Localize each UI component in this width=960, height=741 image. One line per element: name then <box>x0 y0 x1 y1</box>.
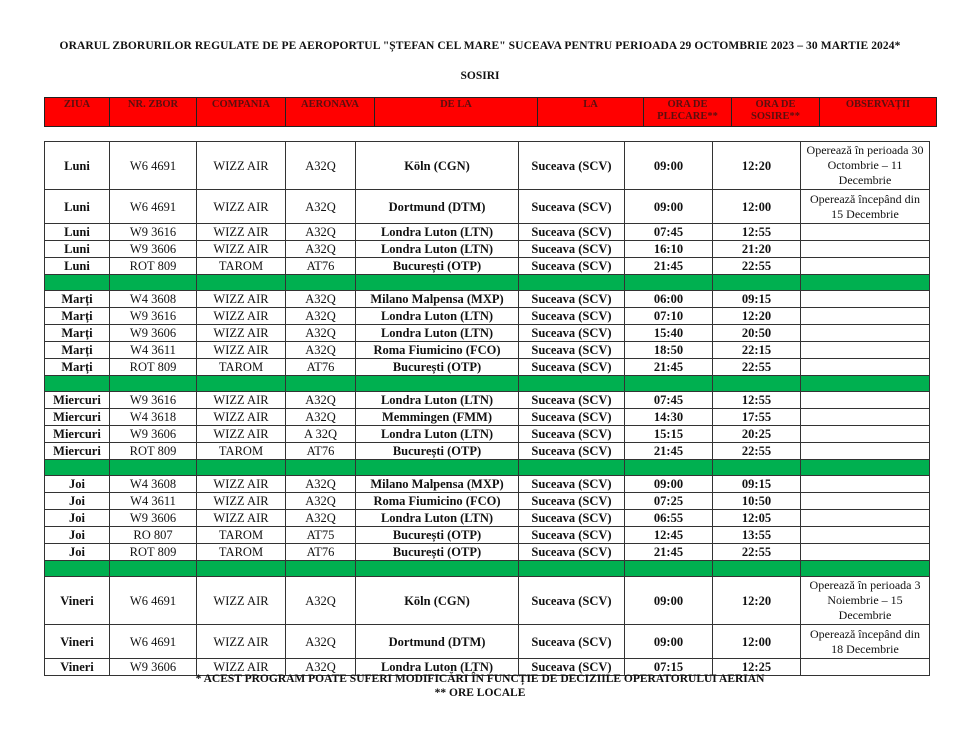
arrival-time-cell: 20:50 <box>713 325 801 342</box>
day-cell: Miercuri <box>45 409 110 426</box>
arrival-time-cell: 12:25 <box>713 659 801 676</box>
origin-cell: Roma Fiumicino (FCO) <box>356 342 519 359</box>
observations-cell <box>801 224 930 241</box>
destination-cell: Suceava (SCV) <box>519 443 625 460</box>
company-cell: WIZZ AIR <box>197 476 286 493</box>
destination-cell: Suceava (SCV) <box>519 426 625 443</box>
day-cell: Joi <box>45 493 110 510</box>
departure-time-cell: 09:00 <box>625 625 713 659</box>
separator-cell <box>625 561 713 577</box>
departure-time-cell: 09:00 <box>625 190 713 224</box>
flight-row <box>45 392 930 409</box>
day-cell: Miercuri <box>45 426 110 443</box>
destination-cell: Suceava (SCV) <box>519 544 625 561</box>
aircraft-cell: A32Q <box>286 510 356 527</box>
flight-number-cell: W4 3608 <box>110 476 197 493</box>
flight-number-cell: W6 4691 <box>110 577 197 625</box>
arrival-time-cell: 12:20 <box>713 142 801 190</box>
column-header-origin: DE LA <box>375 98 538 127</box>
origin-cell: București (OTP) <box>356 258 519 275</box>
company-cell: WIZZ AIR <box>197 510 286 527</box>
company-cell: WIZZ AIR <box>197 577 286 625</box>
separator-cell <box>801 561 930 577</box>
separator-cell <box>713 460 801 476</box>
company-cell: WIZZ AIR <box>197 409 286 426</box>
arrival-time-cell: 22:55 <box>713 258 801 275</box>
destination-cell: Suceava (SCV) <box>519 659 625 676</box>
origin-cell: Londra Luton (LTN) <box>356 241 519 258</box>
day-cell: Miercuri <box>45 392 110 409</box>
destination-cell: Suceava (SCV) <box>519 224 625 241</box>
day-cell: Vineri <box>45 625 110 659</box>
aircraft-cell: A32Q <box>286 142 356 190</box>
origin-cell: Londra Luton (LTN) <box>356 392 519 409</box>
destination-cell: Suceava (SCV) <box>519 510 625 527</box>
flight-number-cell: W9 3606 <box>110 426 197 443</box>
arrival-time-cell: 09:15 <box>713 291 801 308</box>
origin-cell: Londra Luton (LTN) <box>356 659 519 676</box>
day-cell: Luni <box>45 190 110 224</box>
separator-cell <box>286 275 356 291</box>
day-cell: Vineri <box>45 659 110 676</box>
flight-row <box>45 258 930 275</box>
origin-cell: Memmingen (FMM) <box>356 409 519 426</box>
aircraft-cell: A32Q <box>286 577 356 625</box>
destination-cell: Suceava (SCV) <box>519 493 625 510</box>
destination-cell: Suceava (SCV) <box>519 476 625 493</box>
observations-cell <box>801 426 930 443</box>
footer-note-local-time: ** ORE LOCALE <box>434 687 526 699</box>
flight-row <box>45 426 930 443</box>
destination-cell: Suceava (SCV) <box>519 291 625 308</box>
day-separator <box>45 376 930 392</box>
flight-row <box>45 308 930 325</box>
company-cell: WIZZ AIR <box>197 325 286 342</box>
arrival-time-cell: 22:15 <box>713 342 801 359</box>
separator-cell <box>625 275 713 291</box>
aircraft-cell: A32Q <box>286 308 356 325</box>
aircraft-cell: A32Q <box>286 190 356 224</box>
column-header-day: ZIUA <box>45 98 110 127</box>
separator-cell <box>197 275 286 291</box>
day-separator <box>45 460 930 476</box>
document-title: ORARUL ZBORURILOR REGULATE DE PE AEROPORTUL "ȘTEFAN CEL MARE" SUCEAVA PENTRU PERIOADA 29 OCTOMBRIE 2023 – 30 MARTIE 2024* <box>59 40 901 52</box>
aircraft-cell: AT76 <box>286 258 356 275</box>
origin-cell: București (OTP) <box>356 443 519 460</box>
aircraft-cell: A32Q <box>286 325 356 342</box>
day-cell: Joi <box>45 544 110 561</box>
departure-time-cell: 07:15 <box>625 659 713 676</box>
observations-cell <box>801 527 930 544</box>
departure-time-cell: 07:45 <box>625 224 713 241</box>
arrival-time-cell: 12:00 <box>713 625 801 659</box>
separator-cell <box>110 460 197 476</box>
flight-row <box>45 527 930 544</box>
aircraft-cell: A32Q <box>286 409 356 426</box>
destination-cell: Suceava (SCV) <box>519 577 625 625</box>
origin-cell: Londra Luton (LTN) <box>356 426 519 443</box>
separator-cell <box>197 376 286 392</box>
flight-number-cell: W6 4691 <box>110 142 197 190</box>
origin-cell: Londra Luton (LTN) <box>356 325 519 342</box>
observations-cell <box>801 308 930 325</box>
arrival-time-cell: 12:55 <box>713 392 801 409</box>
observations-cell <box>801 291 930 308</box>
destination-cell: Suceava (SCV) <box>519 625 625 659</box>
separator-cell <box>801 376 930 392</box>
destination-cell: Suceava (SCV) <box>519 527 625 544</box>
observations-cell <box>801 493 930 510</box>
departure-time-cell: 07:45 <box>625 392 713 409</box>
departure-time-cell: 09:00 <box>625 577 713 625</box>
departure-time-cell: 14:30 <box>625 409 713 426</box>
company-cell: WIZZ AIR <box>197 241 286 258</box>
observations-cell <box>801 392 930 409</box>
flight-number-cell: W4 3608 <box>110 291 197 308</box>
flight-number-cell: W9 3616 <box>110 308 197 325</box>
origin-cell: Londra Luton (LTN) <box>356 510 519 527</box>
separator-cell <box>519 275 625 291</box>
company-cell: WIZZ AIR <box>197 142 286 190</box>
departure-time-cell: 09:00 <box>625 142 713 190</box>
flight-row <box>45 325 930 342</box>
company-cell: WIZZ AIR <box>197 392 286 409</box>
aircraft-cell: A32Q <box>286 625 356 659</box>
destination-cell: Suceava (SCV) <box>519 258 625 275</box>
departure-time-cell: 06:00 <box>625 291 713 308</box>
column-header-destination: LA <box>538 98 644 127</box>
aircraft-cell: A32Q <box>286 224 356 241</box>
company-cell: TAROM <box>197 544 286 561</box>
company-cell: WIZZ AIR <box>197 426 286 443</box>
destination-cell: Suceava (SCV) <box>519 392 625 409</box>
observations-cell <box>801 359 930 376</box>
separator-cell <box>45 561 110 577</box>
flight-number-cell: W6 4691 <box>110 190 197 224</box>
flight-row <box>45 625 930 659</box>
flight-number-cell: W9 3606 <box>110 659 197 676</box>
day-separator <box>45 561 930 577</box>
observations-cell: Operează începând din 18 Decembrie <box>801 625 930 659</box>
day-cell: Joi <box>45 476 110 493</box>
flight-number-cell: W4 3618 <box>110 409 197 426</box>
origin-cell: Köln (CGN) <box>356 577 519 625</box>
flight-row <box>45 409 930 426</box>
company-cell: WIZZ AIR <box>197 625 286 659</box>
company-cell: TAROM <box>197 443 286 460</box>
destination-cell: Suceava (SCV) <box>519 359 625 376</box>
company-cell: TAROM <box>197 258 286 275</box>
separator-cell <box>45 376 110 392</box>
separator-cell <box>286 376 356 392</box>
flight-number-cell: W9 3606 <box>110 241 197 258</box>
flight-number-cell: RO 807 <box>110 527 197 544</box>
separator-cell <box>197 460 286 476</box>
flight-row <box>45 577 930 625</box>
separator-cell <box>110 561 197 577</box>
aircraft-cell: AT76 <box>286 359 356 376</box>
separator-cell <box>45 275 110 291</box>
flight-row <box>45 493 930 510</box>
origin-cell: Roma Fiumicino (FCO) <box>356 493 519 510</box>
aircraft-cell: A32Q <box>286 392 356 409</box>
arrival-time-cell: 17:55 <box>713 409 801 426</box>
destination-cell: Suceava (SCV) <box>519 342 625 359</box>
departure-time-cell: 21:45 <box>625 359 713 376</box>
departure-time-cell: 07:10 <box>625 308 713 325</box>
arrival-time-cell: 09:15 <box>713 476 801 493</box>
day-cell: Joi <box>45 527 110 544</box>
column-header-departure-time: ORA DE PLECARE** <box>644 98 732 127</box>
arrival-time-cell: 22:55 <box>713 544 801 561</box>
separator-cell <box>356 561 519 577</box>
flight-row <box>45 443 930 460</box>
origin-cell: Milano Malpensa (MXP) <box>356 291 519 308</box>
observations-cell <box>801 510 930 527</box>
observations-cell <box>801 342 930 359</box>
flight-row <box>45 342 930 359</box>
departure-time-cell: 21:45 <box>625 443 713 460</box>
observations-cell: Operează în perioada 30 Octombrie – 11 Decembrie <box>801 142 930 190</box>
separator-cell <box>713 376 801 392</box>
separator-cell <box>356 275 519 291</box>
day-cell: Marți <box>45 291 110 308</box>
aircraft-cell: A32Q <box>286 241 356 258</box>
separator-cell <box>356 376 519 392</box>
company-cell: TAROM <box>197 359 286 376</box>
departure-time-cell: 21:45 <box>625 544 713 561</box>
observations-cell <box>801 241 930 258</box>
destination-cell: Suceava (SCV) <box>519 142 625 190</box>
observations-cell <box>801 443 930 460</box>
company-cell: WIZZ AIR <box>197 659 286 676</box>
departure-time-cell: 21:45 <box>625 258 713 275</box>
origin-cell: București (OTP) <box>356 359 519 376</box>
aircraft-cell: A32Q <box>286 342 356 359</box>
arrival-time-cell: 12:05 <box>713 510 801 527</box>
arrival-time-cell: 20:25 <box>713 426 801 443</box>
separator-cell <box>801 460 930 476</box>
footer-note: * ACEST PROGRAM POATE SUFERI MODIFICĂRI ÎN FUNCȚIE DE DECIZIILE OPERATORULUI AERIAN <box>195 673 765 685</box>
company-cell: TAROM <box>197 527 286 544</box>
aircraft-cell: AT75 <box>286 527 356 544</box>
departure-time-cell: 16:10 <box>625 241 713 258</box>
flight-row <box>45 359 930 376</box>
separator-cell <box>713 275 801 291</box>
schedule-table <box>44 141 930 676</box>
flight-row <box>45 224 930 241</box>
flight-row <box>45 544 930 561</box>
day-separator <box>45 275 930 291</box>
destination-cell: Suceava (SCV) <box>519 308 625 325</box>
flight-row <box>45 291 930 308</box>
arrival-time-cell: 10:50 <box>713 493 801 510</box>
flight-number-cell: W9 3616 <box>110 224 197 241</box>
column-header-arrival-time: ORA DE SOSIRE** <box>732 98 820 127</box>
flight-number-cell: W9 3606 <box>110 325 197 342</box>
origin-cell: Dortmund (DTM) <box>356 625 519 659</box>
destination-cell: Suceava (SCV) <box>519 325 625 342</box>
section-title-arrivals: SOSIRI <box>460 70 500 82</box>
observations-cell <box>801 476 930 493</box>
flight-number-cell: W9 3606 <box>110 510 197 527</box>
separator-cell <box>519 460 625 476</box>
origin-cell: București (OTP) <box>356 544 519 561</box>
day-cell: Marți <box>45 308 110 325</box>
company-cell: WIZZ AIR <box>197 342 286 359</box>
day-cell: Luni <box>45 142 110 190</box>
observations-cell <box>801 409 930 426</box>
observations-cell <box>801 544 930 561</box>
arrival-time-cell: 12:20 <box>713 308 801 325</box>
departure-time-cell: 07:25 <box>625 493 713 510</box>
day-cell: Miercuri <box>45 443 110 460</box>
aircraft-cell: AT76 <box>286 443 356 460</box>
flight-number-cell: W9 3616 <box>110 392 197 409</box>
separator-cell <box>519 376 625 392</box>
aircraft-cell: A32Q <box>286 291 356 308</box>
arrival-time-cell: 12:55 <box>713 224 801 241</box>
separator-cell <box>801 275 930 291</box>
observations-cell <box>801 325 930 342</box>
arrival-time-cell: 13:55 <box>713 527 801 544</box>
company-cell: WIZZ AIR <box>197 308 286 325</box>
destination-cell: Suceava (SCV) <box>519 409 625 426</box>
flight-number-cell: ROT 809 <box>110 359 197 376</box>
day-cell: Luni <box>45 258 110 275</box>
column-header-observations: OBSERVAȚII <box>820 98 937 127</box>
observations-cell: Operează în perioada 3 Noiembrie – 15 Decembrie <box>801 577 930 625</box>
origin-cell: București (OTP) <box>356 527 519 544</box>
day-cell: Luni <box>45 241 110 258</box>
header-table <box>44 97 937 127</box>
flight-number-cell: W4 3611 <box>110 342 197 359</box>
separator-cell <box>110 376 197 392</box>
separator-cell <box>110 275 197 291</box>
aircraft-cell: A 32Q <box>286 426 356 443</box>
column-header-flight-number: NR. ZBOR <box>110 98 197 127</box>
separator-cell <box>356 460 519 476</box>
flight-row <box>45 190 930 224</box>
origin-cell: Milano Malpensa (MXP) <box>356 476 519 493</box>
flight-number-cell: ROT 809 <box>110 258 197 275</box>
day-cell: Marți <box>45 342 110 359</box>
departure-time-cell: 09:00 <box>625 476 713 493</box>
day-cell: Joi <box>45 510 110 527</box>
company-cell: WIZZ AIR <box>197 190 286 224</box>
arrival-time-cell: 12:00 <box>713 190 801 224</box>
origin-cell: Londra Luton (LTN) <box>356 224 519 241</box>
flight-row <box>45 241 930 258</box>
separator-cell <box>519 561 625 577</box>
separator-cell <box>625 460 713 476</box>
day-cell: Marți <box>45 359 110 376</box>
departure-time-cell: 15:40 <box>625 325 713 342</box>
header-row <box>45 98 937 127</box>
flight-number-cell: ROT 809 <box>110 544 197 561</box>
observations-cell: Operează începând din 15 Decembrie <box>801 190 930 224</box>
destination-cell: Suceava (SCV) <box>519 241 625 258</box>
observations-cell <box>801 258 930 275</box>
separator-cell <box>625 376 713 392</box>
destination-cell: Suceava (SCV) <box>519 190 625 224</box>
flight-number-cell: W6 4691 <box>110 625 197 659</box>
flight-number-cell: W4 3611 <box>110 493 197 510</box>
aircraft-cell: AT76 <box>286 544 356 561</box>
flight-row <box>45 476 930 493</box>
company-cell: WIZZ AIR <box>197 493 286 510</box>
departure-time-cell: 18:50 <box>625 342 713 359</box>
flight-row <box>45 510 930 527</box>
separator-cell <box>286 460 356 476</box>
arrival-time-cell: 21:20 <box>713 241 801 258</box>
company-cell: WIZZ AIR <box>197 291 286 308</box>
column-header-company: COMPANIA <box>197 98 286 127</box>
aircraft-cell: A32Q <box>286 659 356 676</box>
departure-time-cell: 12:45 <box>625 527 713 544</box>
arrival-time-cell: 12:20 <box>713 577 801 625</box>
aircraft-cell: A32Q <box>286 476 356 493</box>
separator-cell <box>286 561 356 577</box>
separator-cell <box>45 460 110 476</box>
arrival-time-cell: 22:55 <box>713 359 801 376</box>
flight-number-cell: ROT 809 <box>110 443 197 460</box>
origin-cell: Dortmund (DTM) <box>356 190 519 224</box>
separator-cell <box>713 561 801 577</box>
column-header-aircraft: AERONAVA <box>286 98 375 127</box>
company-cell: WIZZ AIR <box>197 224 286 241</box>
flight-row <box>45 142 930 190</box>
separator-cell <box>197 561 286 577</box>
origin-cell: Köln (CGN) <box>356 142 519 190</box>
aircraft-cell: A32Q <box>286 493 356 510</box>
day-cell: Vineri <box>45 577 110 625</box>
departure-time-cell: 06:55 <box>625 510 713 527</box>
departure-time-cell: 15:15 <box>625 426 713 443</box>
day-cell: Marți <box>45 325 110 342</box>
origin-cell: Londra Luton (LTN) <box>356 308 519 325</box>
day-cell: Luni <box>45 224 110 241</box>
arrival-time-cell: 22:55 <box>713 443 801 460</box>
